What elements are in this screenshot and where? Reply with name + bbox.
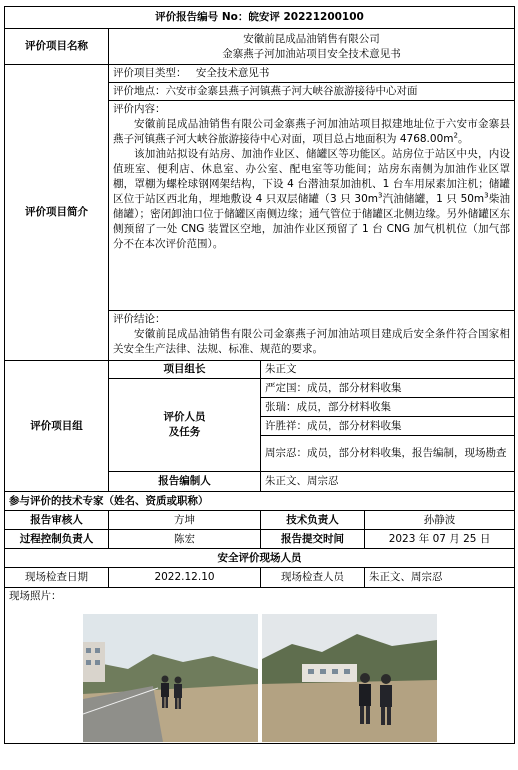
volume-unit-sup-1: 3 <box>377 191 383 200</box>
area-unit-sup: 2 <box>453 131 458 140</box>
site-photo-1 <box>83 614 258 742</box>
reviewer-label: 报告审核人 <box>5 511 109 530</box>
photo2-window <box>332 669 338 674</box>
site-photo-2 <box>262 614 437 742</box>
report-table <box>4 6 515 744</box>
photo1-window <box>86 660 91 665</box>
project-content-label: 评价内容： <box>113 103 166 115</box>
photo2-ground <box>262 680 437 742</box>
project-type-label: 评价项目类型： <box>113 67 187 79</box>
team-staff-item: 周宗忍：成员，部分材料收集，报告编制，现场勘查 <box>261 436 515 472</box>
process-control-value: 陈宏 <box>109 530 261 549</box>
site-photos <box>9 604 510 742</box>
process-control-label: 过程控制负责人 <box>5 530 109 549</box>
team-leader-label: 项目组长 <box>109 361 261 379</box>
project-conclusion-label: 评价结论： <box>113 313 166 325</box>
team-leader-value: 朱正文 <box>261 361 515 379</box>
project-name <box>109 29 515 65</box>
project-intro-label: 评价项目简介 <box>5 65 109 361</box>
photo1-window <box>95 660 100 665</box>
team-staff-item: 严定国：成员，部分材料收集 <box>261 379 515 398</box>
site-personnel-heading: 安全评价现场人员 <box>5 549 515 568</box>
report-author-value: 朱正文、周宗忍 <box>261 472 515 492</box>
photo2-window <box>320 669 326 674</box>
site-check-date-label: 现场检查日期 <box>5 568 109 588</box>
team-staff-item: 许胜祥：成员，部分材料收集 <box>261 417 515 436</box>
project-location-row <box>109 83 515 101</box>
site-check-people-value: 朱正文、周宗忍 <box>365 568 515 588</box>
content-p1-text: 安徽前昆成品油销售有限公司金寨燕子河加油站项目拟建地址位于六安市金寨县燕子河镇燕子河大峡谷旅游接待中心对面，项目总占地面积为 4768.00m <box>113 118 511 145</box>
project-location-value: 六安市金寨县燕子河镇燕子河大峡谷旅游接待中心对面 <box>165 85 418 97</box>
report-number: 评价报告编号 No：皖安评 20221200100 <box>5 7 515 29</box>
site-check-people-label: 现场检查人员 <box>261 568 365 588</box>
project-content-paragraph-1 <box>113 117 510 147</box>
photo1-window <box>95 648 100 653</box>
site-check-date-value: 2022.12.10 <box>109 568 261 588</box>
team-staff-label <box>109 379 261 472</box>
submit-date-value: 2023 年 07 月 25 日 <box>365 530 515 549</box>
team-group-label: 评价项目组 <box>5 361 109 492</box>
content-p2-text: 该加油站拟设有站房、加油作业区、储罐区等功能区。站房位于站区中央，内设值班室、便利店、休息室、办公室、配电室等功能间；站房东南侧为加油作业区罩棚，罩棚为螺栓球钢网架结构，下设 4 台潜油泵加油机、1 台车用尿素加注机；储罐区位于站区西北角，埋地敷设 4 只双层储罐（3 只 30m <box>113 148 511 205</box>
report-author-label: 报告编制人 <box>109 472 261 492</box>
project-name-line1: 安徽前昆成品油销售有限公司 <box>243 32 380 45</box>
site-photos-cell <box>5 588 515 744</box>
project-conclusion-cell <box>109 311 515 361</box>
project-content-paragraph-2 <box>113 147 510 252</box>
experts-heading: 参与评价的技术专家（姓名、资质或职称） <box>5 492 515 511</box>
project-conclusion-text: 安徽前昆成品油销售有限公司金寨燕子河加油站项目建成后安全条件符合国家相关安全生产法律、法规、标准、规范的要求。 <box>113 328 511 355</box>
project-type-value: 安全技术意见书 <box>195 67 270 79</box>
content-p2-mid: 汽油储罐，1 只 50m <box>382 193 485 205</box>
content-p2-end: 柴油储罐）；密闭卸油口位于储罐区南侧边缘；通气管位于储罐区北侧边缘。另外储罐区东侧预留了一处 CNG 装置区空地，加油作业区预留了 1 台 CNG 加气机机位（加气部分不在本次评价范围）。 <box>113 193 511 250</box>
project-type-row <box>109 65 515 83</box>
project-location-label: 评价地点： <box>113 85 166 97</box>
photo1-window <box>86 648 91 653</box>
tech-lead-value: 孙静波 <box>365 511 515 530</box>
reviewer-value: 方坤 <box>109 511 261 530</box>
content-p1-end: 。 <box>457 133 469 145</box>
photo2-window <box>308 669 314 674</box>
project-content-cell <box>109 101 515 311</box>
project-name-line2: 金寨燕子河加油站项目安全技术意见书 <box>222 47 401 60</box>
project-name-label: 评价项目名称 <box>5 29 109 65</box>
team-staff-label-line2: 及任务 <box>168 426 201 438</box>
photo2-window <box>344 669 350 674</box>
team-staff-label-line1: 评价人员 <box>163 411 206 423</box>
site-photos-label: 现场照片： <box>9 590 62 602</box>
volume-unit-sup-2: 3 <box>484 191 489 200</box>
submit-date-label: 报告提交时间 <box>261 530 365 549</box>
tech-lead-label: 技术负责人 <box>261 511 365 530</box>
team-staff-item: 张瑞：成员，部分材料收集 <box>261 398 515 417</box>
